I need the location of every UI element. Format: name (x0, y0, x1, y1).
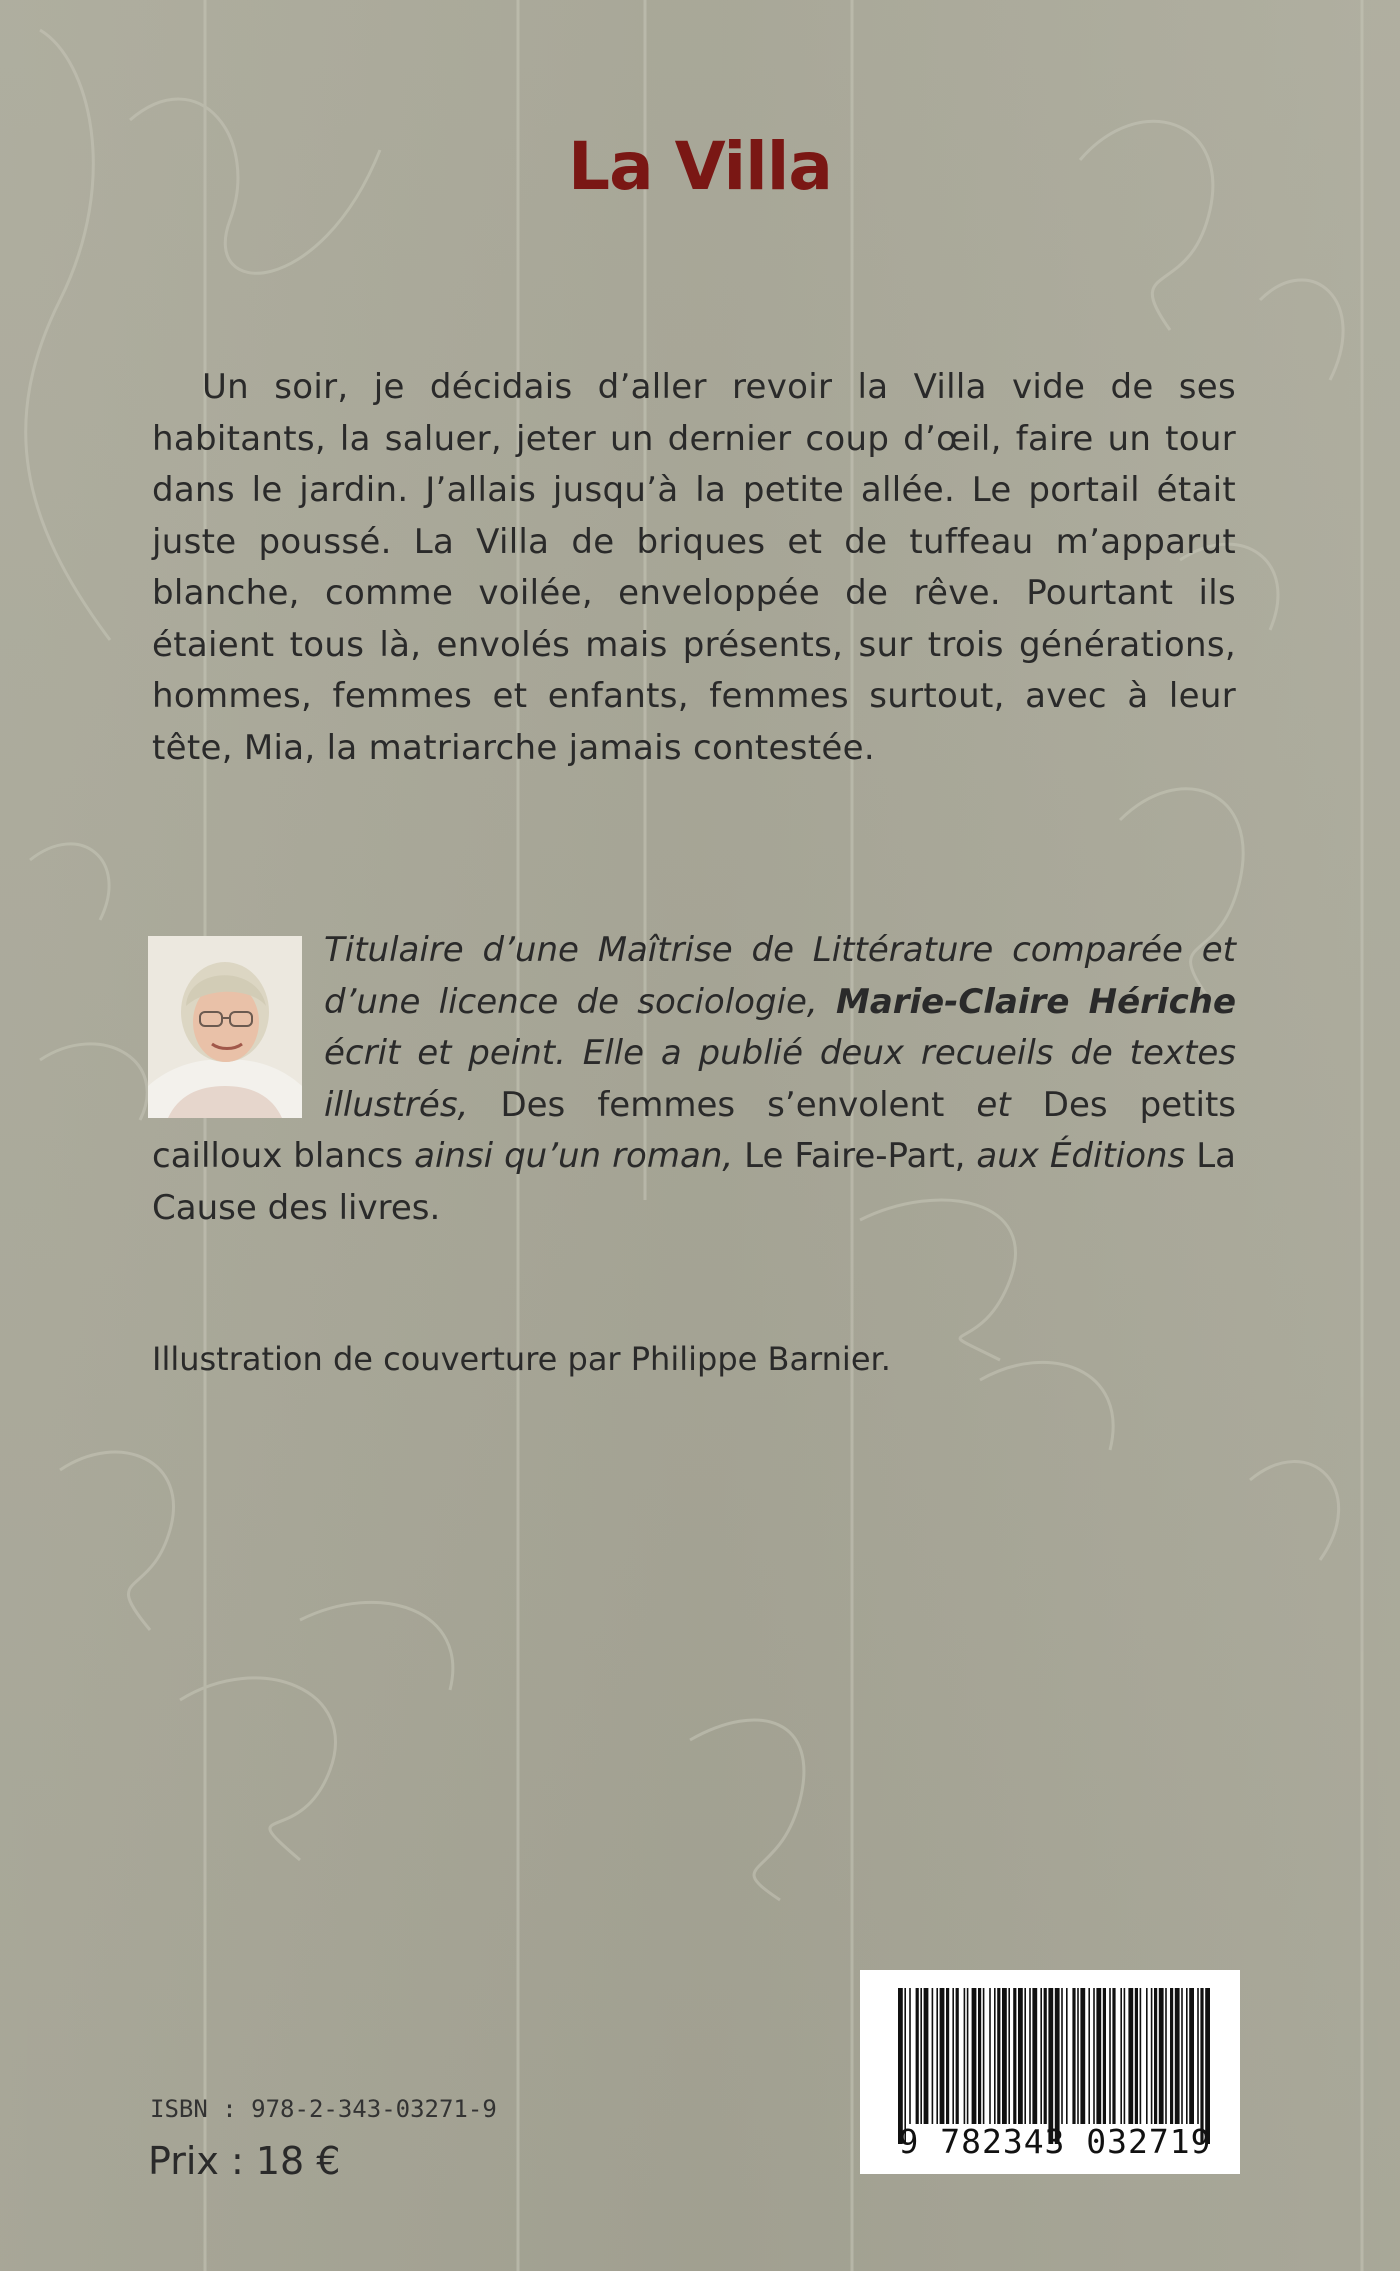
barcode-bar (1048, 1988, 1053, 2144)
barcode-digits: 9 782343 032719 (898, 2122, 1212, 2161)
barcode-bar (1175, 1988, 1180, 2124)
barcode-bar (994, 1988, 996, 2124)
barcode-bar (1186, 1988, 1188, 2124)
book-title-2: Des petits cailloux blancs (152, 1084, 1236, 1176)
barcode-bar (978, 1988, 981, 2124)
barcode-bar (967, 1988, 969, 2124)
barcode-bar (940, 1988, 945, 2124)
illustration-credit: Illustration de couverture par Philippe Barnier. (152, 1340, 891, 1378)
barcode-bar (1200, 1988, 1203, 2144)
barcode-bar (1096, 1988, 1101, 2124)
barcode (860, 1970, 1240, 2174)
barcode-bar (1088, 1988, 1090, 2124)
barcode-bar (904, 1988, 906, 2144)
barcode-bar (1124, 1988, 1126, 2124)
barcode-bar (1024, 1988, 1026, 2124)
publisher-name: La Cause des livres. (152, 1136, 1237, 1228)
barcode-bar (1032, 1988, 1037, 2124)
barcode-bar (1103, 1988, 1106, 2124)
barcode-bar (1077, 1988, 1079, 2124)
barcode-bar (964, 1988, 966, 2124)
book-title-3: Le Faire-Part, (744, 1136, 966, 1176)
barcode-bar (1066, 1988, 1068, 2124)
barcode-bar (936, 1988, 938, 2124)
barcode-bar (1044, 1988, 1047, 2124)
barcode-bar (1140, 1988, 1142, 2124)
isbn-number: ISBN : 978-2-343-03271-9 (150, 2095, 497, 2123)
barcode-bar (1055, 1988, 1060, 2144)
book-title-1: Des femmes s’envolent (500, 1084, 945, 1125)
barcode-bar (909, 1988, 911, 2124)
barcode-bar (1128, 1988, 1133, 2124)
barcode-bar (1151, 1988, 1153, 2124)
barcode-bar (924, 1988, 929, 2124)
barcode-bar (1112, 1988, 1115, 2124)
bio-text-3: et (944, 1084, 1043, 1125)
barcode-bar (946, 1988, 949, 2124)
barcode-bar (1146, 1988, 1148, 2124)
barcode-bar (1135, 1988, 1138, 2124)
blurb-paragraph: Un soir, je décidais d’aller revoir la Villa vide de ses habitants, la saluer, jeter un dernier coup d’œil, faire un tour dans le jardin. J’allais jusqu’à la petite allée. Le portail était juste poussé. La Villa de briques et de tuffeau m’apparut blanche, comme voilée, enveloppée de rêve. Pourtant ils étaient tous là, envolés mais présents, sur trois générations, hommes, femmes et enfants, femmes surtout, avec à leur tête, Mia, la matriarche jamais contestée. (152, 367, 1236, 768)
bio-text-2: écrit et peint. Elle a publié deux recueils de textes illustrés, (324, 1033, 1236, 1125)
bio-text-1: Titulaire d’une Maîtrise de Littérature comparée et d’une licence de sociologie, (324, 930, 1236, 1022)
barcode-bar (1197, 1988, 1199, 2124)
barcode-bar (1154, 1988, 1157, 2124)
barcode-bar (1061, 1988, 1063, 2124)
price-label: Prix : 18 € (148, 2139, 341, 2183)
barcode-bar (1002, 1988, 1007, 2124)
author-name: Marie-Claire Hériche (835, 981, 1237, 1022)
barcode-bar (916, 1988, 919, 2124)
barcode-bar (1008, 1988, 1010, 2124)
barcode-bar (1013, 1988, 1016, 2124)
barcode-bar (1072, 1988, 1075, 2124)
barcode-bar (989, 1988, 991, 2124)
author-biography (152, 925, 1236, 1234)
barcode-bar (932, 1988, 934, 2124)
barcode-bar (972, 1988, 977, 2124)
barcode-bar (1165, 1988, 1167, 2124)
barcode-bar (1205, 1988, 1210, 2144)
barcode-bar (898, 1988, 903, 2144)
barcode-bar (1181, 1988, 1183, 2124)
barcode-bar (920, 1988, 922, 2124)
barcode-bar (956, 1988, 959, 2124)
barcode-bar (1018, 1988, 1023, 2124)
barcode-bar (1159, 1988, 1164, 2124)
book-title: La Villa (568, 128, 832, 205)
bio-text-5: aux Éditions (965, 1136, 1197, 1176)
barcode-bar (1120, 1988, 1122, 2124)
barcode-bar (1109, 1988, 1111, 2124)
barcode-bar (1080, 1988, 1085, 2124)
bio-text-4: ainsi qu’un roman, (403, 1136, 745, 1176)
barcode-bar (1093, 1988, 1095, 2124)
barcode-bar (1189, 1988, 1194, 2124)
barcode-bar (997, 1988, 1000, 2124)
barcode-bar (1170, 1988, 1173, 2124)
barcode-bar (983, 1988, 985, 2124)
barcode-bar (952, 1988, 954, 2124)
barcode-bar (1029, 1988, 1031, 2124)
barcode-bar (1040, 1988, 1042, 2124)
